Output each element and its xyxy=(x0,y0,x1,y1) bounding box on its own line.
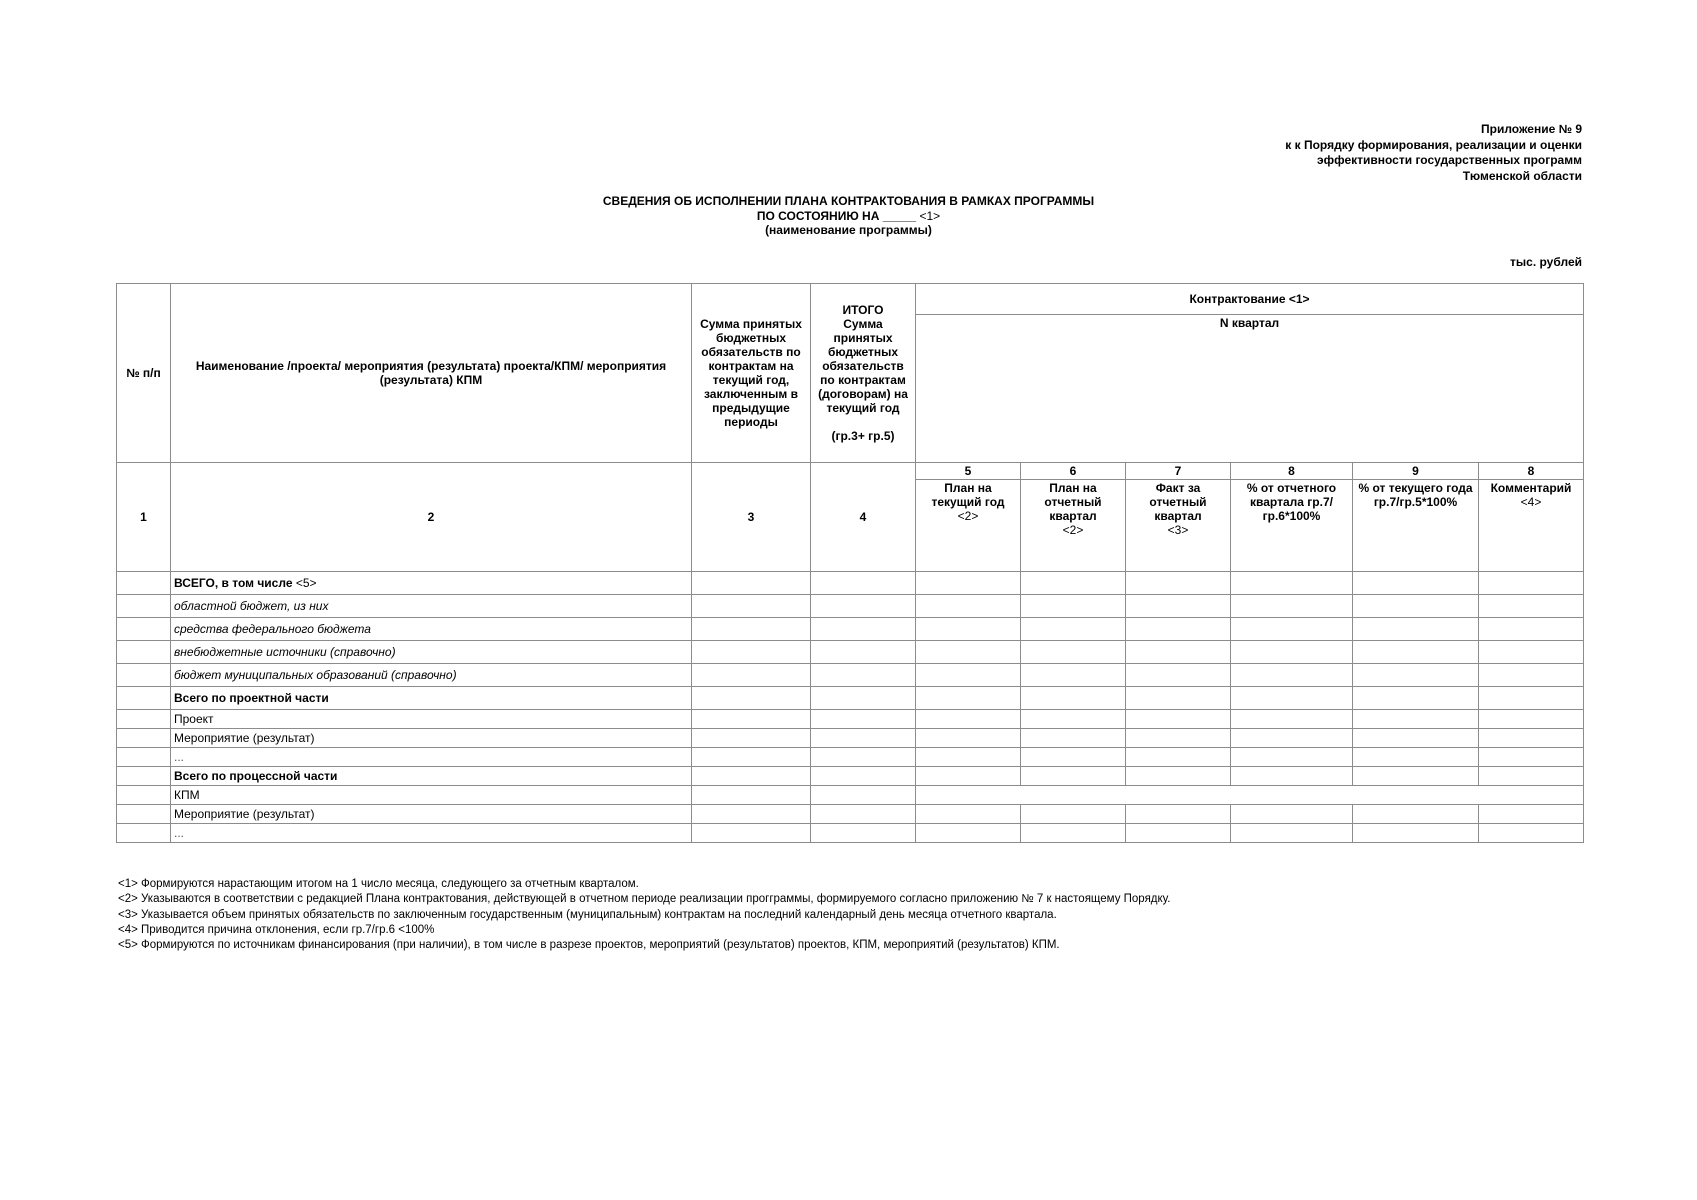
subheader-plan-quarter xyxy=(1021,480,1126,572)
header-total-formula: (гр.3+ гр.5) xyxy=(831,429,895,443)
col-number-2: 2 xyxy=(171,463,692,572)
appendix-block xyxy=(1285,122,1582,184)
table-row xyxy=(117,786,1584,805)
row-label-federal-budget: средства федерального бюджета xyxy=(171,618,692,641)
subheader-fact-quarter xyxy=(1126,480,1231,572)
table-row xyxy=(117,805,1584,824)
subheader-plan-quarter-ref: <2> xyxy=(1062,523,1084,537)
appendix-number: Приложение № 9 xyxy=(1480,122,1582,136)
col-number-10: 8 xyxy=(1479,463,1584,480)
footnote-5: <5> Формируются по источникам финансирования (при наличии), в том числе в разрезе проектов, мероприятий (результатов) проектов, КПМ, мероприятий (результатов) КПМ. xyxy=(118,939,1060,952)
table-row xyxy=(117,767,1584,786)
header-name: Наименование /проекта/ мероприятия (результата) проекта/КПМ/ мероприятия (результата) КПМ xyxy=(171,284,692,463)
subheader-comment-text: Комментарий xyxy=(1490,481,1572,495)
contracting-table xyxy=(116,283,1584,843)
row-label-municipal-budget: бюджет муниципальных образований (справочно) xyxy=(171,664,692,687)
col-number-5: 5 xyxy=(916,463,1021,480)
appendix-line-2: к к Порядку формирования, реализации и оценки xyxy=(1285,137,1582,152)
row-label-total-ref: <5> xyxy=(295,576,317,590)
col-number-1: 1 xyxy=(117,463,171,572)
row-label-project-more: ... xyxy=(171,748,692,767)
table-row xyxy=(117,595,1584,618)
units-label: тыс. рублей xyxy=(1510,255,1582,269)
row-label-total xyxy=(171,572,692,595)
row-label-regional-budget: областной бюджет, из них xyxy=(171,595,692,618)
subheader-percent-quarter: % от отчетного квартала гр.7/гр.6*100% xyxy=(1231,480,1353,572)
table-row xyxy=(117,664,1584,687)
row-label-extra-budget: внебюджетные источники (справочно) xyxy=(171,641,692,664)
header-number: № п/п xyxy=(117,284,171,463)
subheader-comment-ref: <4> xyxy=(1520,495,1542,509)
subheader-plan-quarter-text: План на отчетный квартал xyxy=(1044,481,1102,523)
row-label-kpm-more: ... xyxy=(171,824,692,843)
subheader-plan-year-ref: <2> xyxy=(957,509,979,523)
footnotes xyxy=(118,877,1170,953)
title-date-ref: <1> xyxy=(919,208,941,223)
col-number-3: 3 xyxy=(692,463,811,572)
subheader-fact-quarter-ref: <3> xyxy=(1167,523,1189,537)
col-number-6: 6 xyxy=(1021,463,1126,480)
title-line-1: СВЕДЕНИЯ ОБ ИСПОЛНЕНИИ ПЛАНА КОНТРАКТОВАНИЯ В РАМКАХ ПРОГРАММЫ xyxy=(602,194,1095,208)
subheader-comment xyxy=(1479,480,1584,572)
title-date-text: ПО СОСТОЯНИЮ НА _____ xyxy=(756,208,917,223)
document-title xyxy=(0,194,1697,238)
table-row xyxy=(117,641,1584,664)
col-number-7: 7 xyxy=(1126,463,1231,480)
subheader-percent-year: % от текущего года гр.7/гр.5*100% xyxy=(1353,480,1479,572)
footnote-2: <2> Указываются в соответствии с редакцией Плана контрактования, действующей в отчетном периоде реализации прогграммы, формируемого согласно приложению № 7 к настоящему Порядку. xyxy=(118,893,1171,906)
footnote-4: <4> Приводится причина отклонения, если гр.7/гр.6 <100% xyxy=(118,923,435,936)
header-total-title: ИТОГО xyxy=(842,303,884,317)
row-label-project: Проект xyxy=(171,710,692,729)
table-row xyxy=(117,729,1584,748)
header-previous-obligations: Сумма принятых бюджетных обязательств по контрактам на текущий год, заключенным в предыдущие периоды xyxy=(692,284,811,463)
appendix-line-4: Тюменской области xyxy=(1462,168,1582,183)
col-number-9: 9 xyxy=(1353,463,1479,480)
row-label-kpm-event: Мероприятие (результат) xyxy=(171,805,692,824)
table-row xyxy=(117,710,1584,729)
subheader-fact-quarter-text: Факт за отчетный квартал xyxy=(1149,481,1207,523)
row-label-total-text: ВСЕГО, в том числе xyxy=(174,576,293,590)
table-row xyxy=(117,618,1584,641)
row-label-kpm: КПМ xyxy=(171,786,692,805)
subheader-plan-year-text: План на текущий год xyxy=(931,481,1005,509)
title-line-3: (наименование программы) xyxy=(765,223,932,237)
table-row xyxy=(117,748,1584,767)
header-total-text: Сумма принятых бюджетных обязательств по контрактам (договорам) на текущий год xyxy=(818,317,908,415)
title-line-2 xyxy=(0,209,1697,224)
header-total xyxy=(811,284,916,463)
table-row xyxy=(117,687,1584,710)
row-label-process-total: Всего по процессной части xyxy=(171,767,692,786)
table-row xyxy=(117,572,1584,595)
col-number-8: 8 xyxy=(1231,463,1353,480)
header-quarter: N квартал xyxy=(916,315,1584,463)
appendix-line-3: эффективности государственных программ xyxy=(1316,153,1582,167)
header-contracting: Контрактование <1> xyxy=(916,284,1584,315)
footnote-1: <1> Формируются нарастающим итогом на 1 число месяца, следующего за отчетным кварталом. xyxy=(118,878,639,890)
row-label-project-event: Мероприятие (результат) xyxy=(171,729,692,748)
table-row xyxy=(117,824,1584,843)
row-label-project-total: Всего по проектной части xyxy=(171,687,692,710)
footnote-3: <3> Указывается объем принятых обязательств по заключенным государственным (муниципальным) контрактам на последний календарный день месяца отчетного квартала. xyxy=(118,908,1057,921)
subheader-plan-year xyxy=(916,480,1021,572)
col-number-4: 4 xyxy=(811,463,916,572)
